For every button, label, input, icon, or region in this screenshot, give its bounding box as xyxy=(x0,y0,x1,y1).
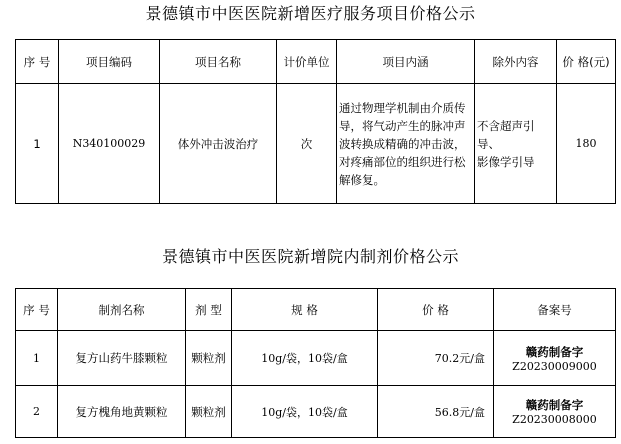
header-record: 备案号 xyxy=(494,289,616,331)
header-name: 项目名称 xyxy=(160,40,277,84)
cell-record xyxy=(494,386,616,438)
description-line: 导，将气动产生的脉冲声 xyxy=(339,118,466,133)
cell-record xyxy=(494,331,616,386)
table-row xyxy=(16,84,616,204)
cell-spec: 10g/袋，10袋/盒 xyxy=(232,331,378,386)
header-code: 项目编码 xyxy=(59,40,160,84)
header-exclusion: 除外内容 xyxy=(475,40,557,84)
record-number: Z20230009000 xyxy=(512,359,597,373)
preparation-price-title: 景德镇市中医医院新增院内制剂价格公示 xyxy=(161,247,459,266)
cell-index: 1 xyxy=(16,331,58,386)
table-header-row xyxy=(16,289,616,331)
header-unit: 计价单位 xyxy=(277,40,337,84)
description-line: 波转换成精确的冲击波， xyxy=(339,136,466,151)
cell-form: 颗粒剂 xyxy=(186,331,232,386)
header-name: 制剂名称 xyxy=(58,289,186,331)
preparation-price-table xyxy=(15,288,616,438)
exclusion-line: 影像学引导 xyxy=(477,154,535,169)
cell-name: 体外冲击波治疗 xyxy=(160,84,277,204)
cell-index: 2 xyxy=(16,386,58,438)
header-spec: 规 格 xyxy=(232,289,378,331)
cell-description xyxy=(337,84,475,204)
record-number: Z20230008000 xyxy=(512,413,597,426)
header-description: 项目内涵 xyxy=(337,40,475,84)
table-row xyxy=(16,386,616,438)
cell-price: 70.2元/盒 xyxy=(378,331,494,386)
cell-unit: 次 xyxy=(277,84,337,204)
header-price: 价 格 xyxy=(378,289,494,331)
cell-price: 180 xyxy=(557,84,616,204)
cell-index: 1 xyxy=(16,84,59,204)
cell-spec: 10g/袋，10袋/盒 xyxy=(232,386,378,438)
record-prefix: 赣药制备字 xyxy=(525,398,584,412)
description-line: 解修复。 xyxy=(339,172,385,187)
cell-form: 颗粒剂 xyxy=(186,386,232,438)
header-form: 剂 型 xyxy=(186,289,232,331)
cell-name: 复方山药牛膝颗粒 xyxy=(58,331,186,386)
cell-name: 复方槐角地黄颗粒 xyxy=(58,386,186,438)
service-price-title: 景德镇市中医医院新增医疗服务项目价格公示 xyxy=(145,4,476,23)
header-index: 序 号 xyxy=(16,289,58,331)
record-prefix: 赣药制备字 xyxy=(525,344,584,359)
cell-price: 56.8元/盒 xyxy=(378,386,494,438)
description-line: 对疼痛部位的组织进行松 xyxy=(339,154,466,169)
description-line: 通过物理学机制由介质传 xyxy=(339,100,466,115)
header-index: 序 号 xyxy=(16,40,59,84)
service-price-table xyxy=(15,39,616,204)
table-header-row xyxy=(16,40,616,84)
table-row xyxy=(16,331,616,386)
header-price: 价 格(元) xyxy=(557,40,616,84)
exclusion-line: 不含超声引导、 xyxy=(477,118,535,151)
cell-code: N340100029 xyxy=(59,84,160,204)
cell-exclusion xyxy=(475,84,557,204)
